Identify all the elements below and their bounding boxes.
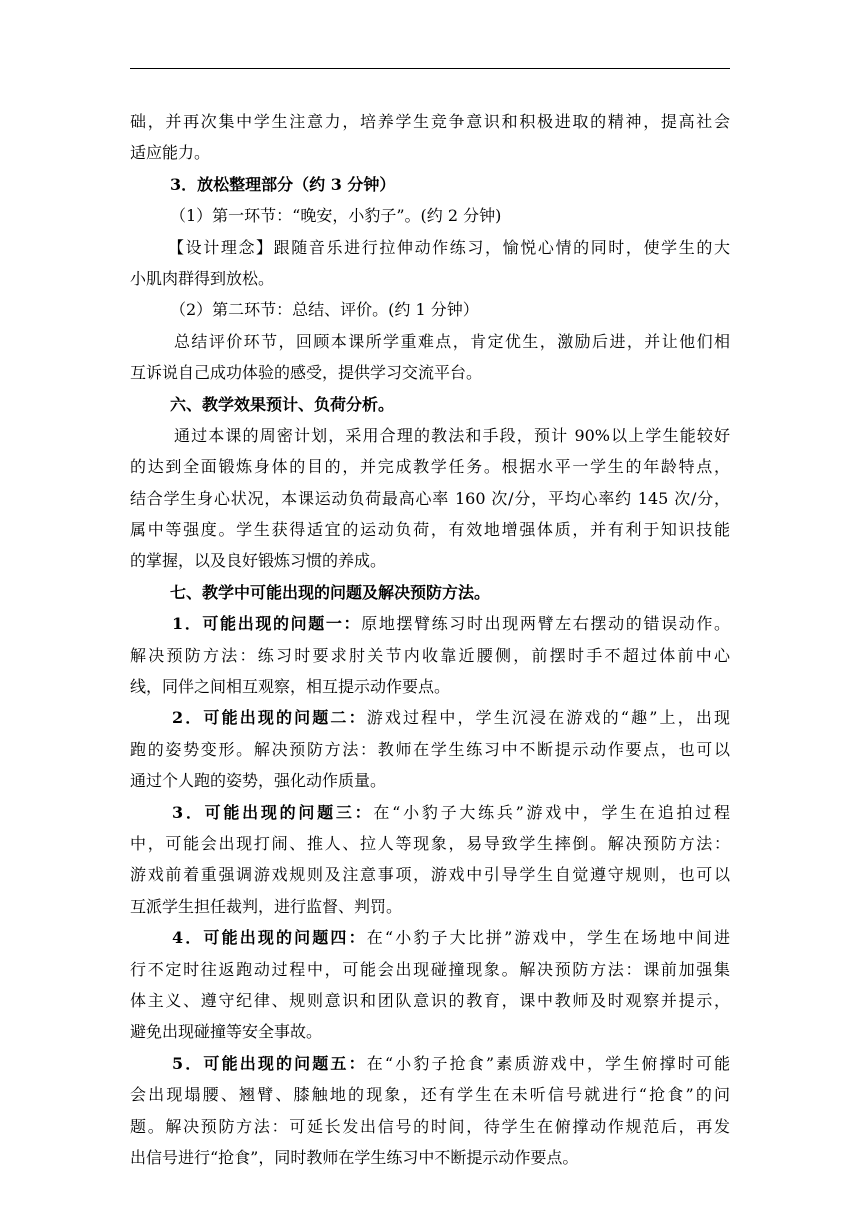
header-rule: [130, 68, 730, 69]
problem-5-line-3: 题。解决预防方法：可延长发出信号的时间，待学生在俯撑动作规范后，再发: [130, 1116, 730, 1136]
problem-5-line-1: 5．可能出现的问题五：在“小豹子抢食”素质游戏中，学生俯撑时可能: [172, 1053, 730, 1073]
section-heading-problems: 七、教学中可能出现的问题及解决预防方法。: [170, 582, 491, 602]
text-line-14: 属中等强度。学生获得适宜的运动负荷，有效地增强体质，并有利于知识技能: [130, 520, 730, 540]
text-line-1: 础，并再次集中学生注意力，培养学生竞争意识和积极进取的精神，提高社会: [130, 112, 730, 131]
text-line-7: （2）第二环节：总结、评价。(约 1 分钟）: [170, 300, 479, 320]
text-line-12: 的达到全面锻炼身体的目的，并完成教学任务。根据水平一学生的年龄特点，: [130, 457, 730, 477]
problem-3-line-1: 3．可能出现的问题三：在“小豹子大练兵”游戏中，学生在追拍过程: [172, 802, 730, 822]
text-line-5: 【设计理念】跟随音乐进行拉伸动作练习，愉悦心情的同时，使学生的大: [168, 237, 730, 257]
problem-4-line-4: 避免出现碰撞等安全事故。: [130, 1022, 323, 1042]
problem-4-line-1: 4．可能出现的问题四：在“小豹子大比拼”游戏中，学生在场地中间进: [172, 928, 730, 948]
text-line-8: 总结评价环节，回顾本课所学重难点，肯定优生，激励后进，并让他们相: [174, 331, 730, 351]
text-line-9: 互诉说自己成功体验的感受，提供学习交流平台。: [130, 363, 483, 383]
text-line-4: （1）第一环节：“晚安，小豹子”。(约 2 分钟): [170, 206, 502, 226]
problem-2-line-1: 2．可能出现的问题二：游戏过程中，学生沉浸在游戏的“趣”上，出现: [172, 708, 730, 728]
text-line-13: 结合学生身心状况，本课运动负荷最高心率 160 次/分，平均心率约 145 次/分，: [130, 488, 730, 508]
problem-5-line-2: 会出现塌腰、翘臂、膝触地的现象，还有学生在未听信号就进行“抢食”的问: [130, 1085, 730, 1105]
problem-1-line-3: 线，同伴之间相互观察，相互提示动作要点。: [130, 677, 451, 697]
problem-5-line-4: 出信号进行“抢食”，同时教师在学生练习中不断提示动作要点。: [130, 1147, 579, 1167]
section-heading-relaxation: 3．放松整理部分（约 3 分钟）: [170, 174, 396, 194]
problem-2-line-2: 跑的姿势变形。解决预防方法：教师在学生练习中不断提示动作要点，也可以: [130, 739, 730, 759]
problem-1-line-1: 1．可能出现的问题一：原地摆臂练习时出现两臂左右摆动的错误动作。: [172, 614, 730, 634]
text-line-6: 小肌肉群得到放松。: [130, 268, 275, 288]
problem-4-line-3: 体主义、遵守纪律、规则意识和团队意识的教育，课中教师及时观察并提示，: [130, 990, 730, 1010]
problem-3-line-4: 互派学生担任裁判，进行监督、判罚。: [130, 896, 403, 916]
text-line-2: 适应能力。: [130, 143, 211, 163]
problem-4-line-2: 行不定时往返跑动过程中，可能会出现碰撞现象。解决预防方法：课前加强集: [130, 959, 730, 979]
text-line-15: 的掌握，以及良好锻炼习惯的养成。: [130, 551, 387, 571]
problem-1-line-2: 解决预防方法：练习时要求肘关节内收靠近腰侧，前摆时手不超过体前中心: [130, 645, 730, 665]
text-line-11: 通过本课的周密计划，采用合理的教法和手段，预计 90%以上学生能较好: [174, 425, 730, 445]
problem-2-line-3: 通过个人跑的姿势，强化动作质量。: [130, 771, 387, 791]
document-body: [130, 106, 730, 1173]
problem-3-line-2: 中，可能会出现打闹、推人、拉人等现象，易导致学生摔倒。解决预防方法：: [130, 833, 730, 853]
problem-3-line-3: 游戏前着重强调游戏规则及注意事项，游戏中引导学生自觉遵守规则，也可以: [130, 865, 730, 885]
section-heading-effect: 六、教学效果预计、负荷分析。: [170, 394, 395, 414]
